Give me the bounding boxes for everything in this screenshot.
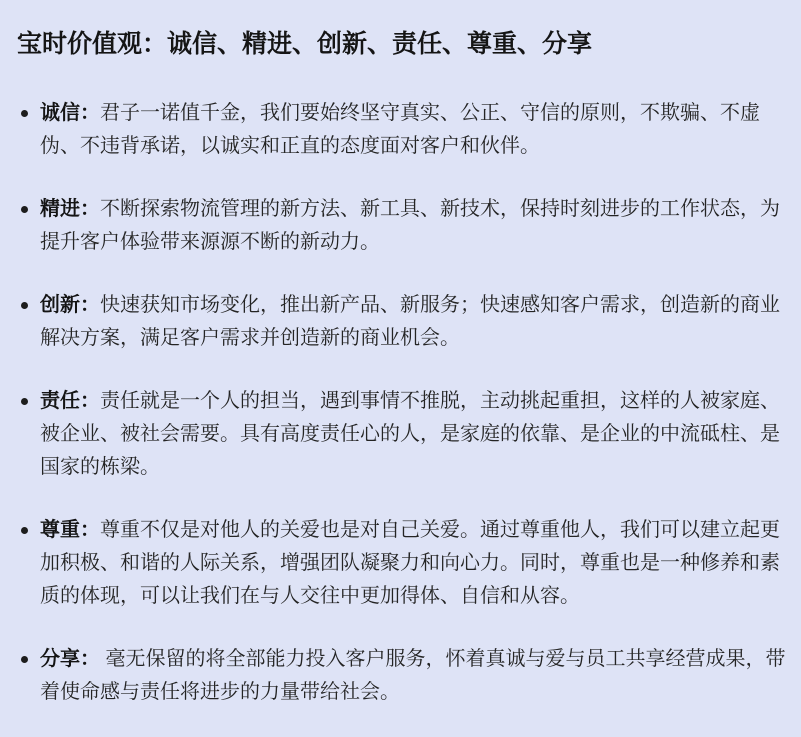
value-label: 分享： [40, 648, 100, 670]
bullet-icon [21, 527, 28, 534]
bullet-icon [21, 398, 28, 405]
value-text: 君子一诺值千金，我们要始终坚守真实、公正、守信的原则，不欺骗、不虚伪、不违背承诺，以诚实和正直的态度面对客户和伙伴。 [40, 102, 760, 157]
value-text: 尊重不仅是对他人的关爱也是对自己关爱。通过尊重他人，我们可以建立起更加积极、和谐的人际关系，增强团队凝聚力和向心力。同时，尊重也是一种修养和素质的体现，可以让我们在与人交往中更加得体、自信和从容。 [40, 519, 780, 607]
value-text: 快速获知市场变化，推出新产品、新服务；快速感知客户需求，创造新的商业解决方案，满足客户需求并创造新的商业机会。 [40, 294, 780, 349]
value-text: 责任就是一个人的担当，遇到事情不推脱，主动挑起重担，这样的人被家庭、被企业、被社会需要。具有高度责任心的人，是家庭的依靠、是企业的中流砥柱、是国家的栋梁。 [40, 390, 780, 478]
page-title: 宝时价值观：诚信、精进、创新、责任、尊重、分享 [17, 30, 593, 58]
value-label: 精进： [40, 198, 100, 220]
value-item-respect [17, 514, 791, 613]
values-list [17, 97, 791, 709]
bullet-icon [21, 302, 28, 309]
value-item-innovation [17, 289, 791, 355]
value-item-sharing [17, 643, 791, 709]
bullet-icon [21, 206, 28, 213]
value-label: 责任： [40, 390, 100, 412]
bullet-icon [21, 110, 28, 117]
value-item-improvement [17, 193, 791, 259]
value-label: 诚信： [40, 102, 100, 124]
value-text: 不断探索物流管理的新方法、新工具、新技术，保持时刻进步的工作状态，为提升客户体验带来源源不断的新动力。 [40, 198, 780, 253]
value-label: 创新： [40, 294, 100, 316]
value-item-integrity [17, 97, 791, 163]
value-label: 尊重： [40, 519, 100, 541]
value-item-responsibility [17, 385, 791, 484]
bullet-icon [21, 656, 28, 663]
value-text: 毫无保留的将全部能力投入客户服务，怀着真诚与爱与员工共享经营成果，带着使命感与责任将进步的力量带给社会。 [40, 648, 786, 703]
